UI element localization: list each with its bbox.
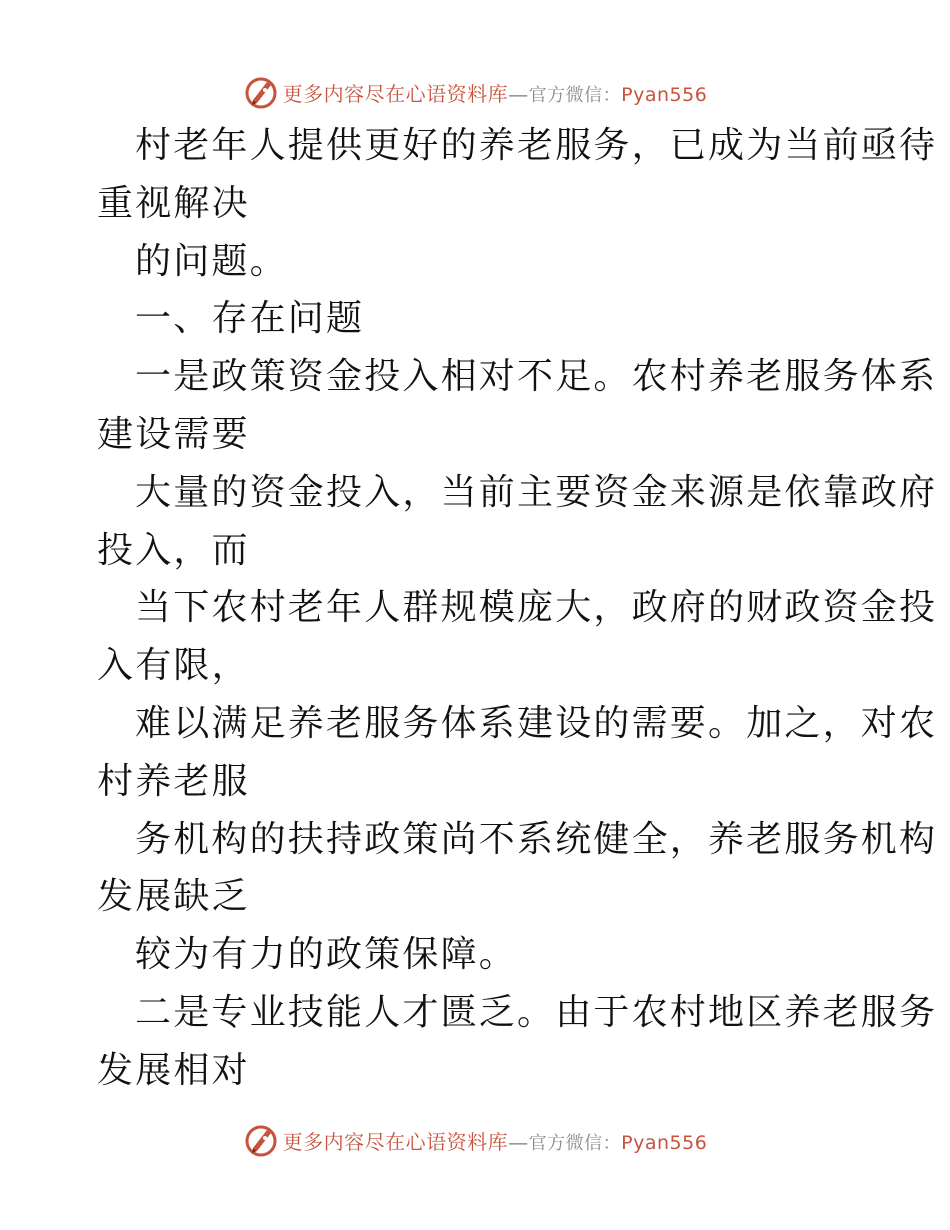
text-line: 二是专业技能人才匮乏。由于农村地区养老服务 xyxy=(135,991,938,1033)
text-line: 当下农村老年人群规模庞大，政府的财政资金投 xyxy=(135,587,938,629)
header-watermark xyxy=(0,72,950,112)
watermark-label: 官方微信： xyxy=(528,84,622,106)
text-line: 的问题。 xyxy=(135,240,288,282)
text-line: 建设需要 xyxy=(97,413,250,455)
document-body xyxy=(97,117,938,1100)
watermark-dash: — xyxy=(508,1129,529,1154)
text-line: 发展相对 xyxy=(97,1049,250,1091)
watermark-label: 官方微信： xyxy=(528,1132,622,1154)
text-line: 大量的资金投入，当前主要资金来源是依靠政府 xyxy=(135,471,938,513)
watermark-dash: — xyxy=(508,81,529,106)
watermark-text: 更多内容尽在心语资料库 xyxy=(282,1129,509,1154)
text-line: 村老年人提供更好的养老服务，已成为当前亟待 xyxy=(135,125,938,166)
text-line: 村养老服 xyxy=(97,760,250,802)
text-line: 难以满足养老服务体系建设的需要。加之，对农 xyxy=(135,702,938,744)
text-line: 务机构的扶持政策尚不系统健全，养老服务机构 xyxy=(135,818,938,860)
text-line: 投入，而 xyxy=(97,529,250,571)
text-line: 重视解决 xyxy=(97,182,250,224)
text-line: 一、存在问题 xyxy=(135,298,365,340)
pen-logo-icon xyxy=(243,1122,279,1158)
watermark-wechat-id: Pyan556 xyxy=(621,83,708,106)
watermark-wechat-id: Pyan556 xyxy=(621,1131,708,1154)
footer-watermark xyxy=(0,1120,950,1160)
pen-logo-icon xyxy=(243,74,279,110)
text-line: 发展缺乏 xyxy=(97,876,250,918)
text-line: 一是政策资金投入相对不足。农村养老服务体系 xyxy=(135,356,938,398)
text-line: 入有限， xyxy=(97,645,250,687)
text-line: 较为有力的政策保障。 xyxy=(135,934,518,976)
watermark-text: 更多内容尽在心语资料库 xyxy=(282,81,509,106)
